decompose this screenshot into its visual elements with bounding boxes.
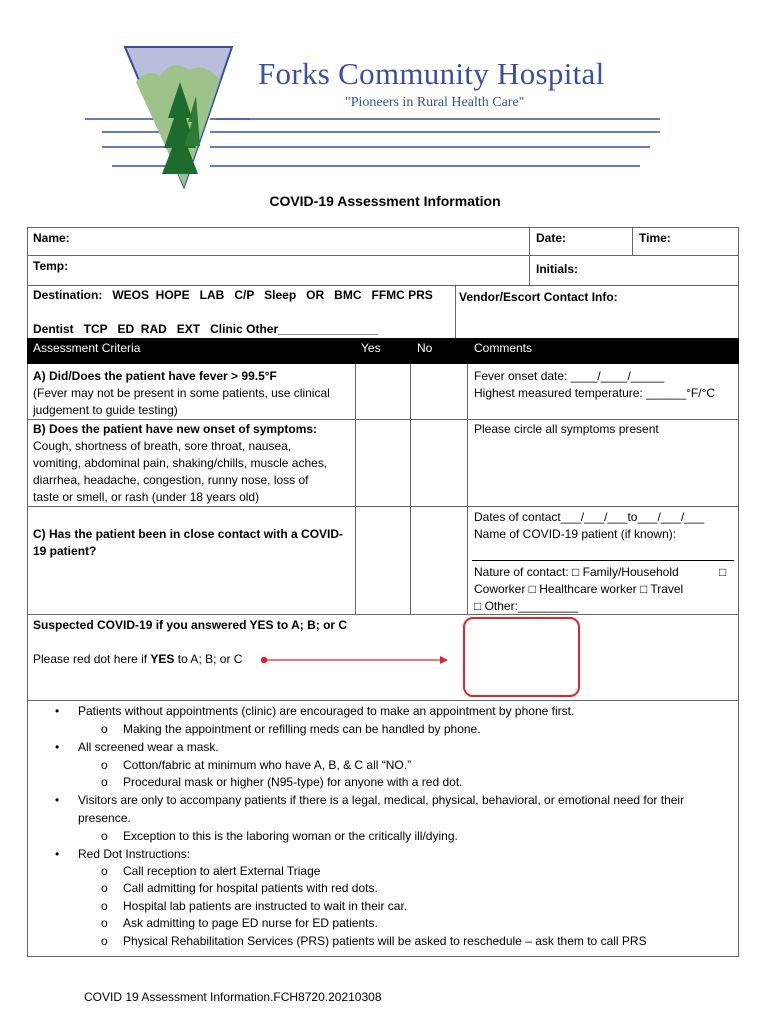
question-c: C) Has the patient been in close contact with a COVID-	[33, 527, 344, 541]
symptom-list: diarrhea, headache, congestion, runny nose, loss of	[33, 473, 309, 487]
date-field-label: Date:	[536, 231, 567, 245]
question-c: 19 patient?	[33, 544, 97, 558]
instruction-item: Red Dot Instructions:	[78, 847, 191, 861]
instruction-item: All screened wear a mask.	[78, 740, 219, 754]
temp-field-label: Temp:	[33, 259, 69, 273]
header-comments: Comments	[474, 341, 533, 355]
instruction-sub-item: Physical Rehabilitation Services (PRS) patients will be asked to reschedule – ask them to call PRS	[123, 934, 647, 948]
sub-bullet-icon: o	[101, 916, 108, 930]
divider	[27, 700, 739, 701]
no-cell-a[interactable]	[411, 364, 467, 419]
page-title: COVID-19 Assessment Information	[269, 193, 501, 209]
nature-of-contact: Nature of contact: □ Family/Household	[474, 565, 679, 579]
nature-of-contact: □ Other:_________	[474, 599, 578, 613]
divider	[472, 560, 734, 561]
question-a-note: (Fever may not be present in some patients, use clinical	[33, 386, 330, 400]
symptom-list: taste or smell, or rash (under 18 years old)	[33, 490, 260, 504]
suspected-covid-note: Suspected COVID-19 if you answered YES to A; B; or C	[33, 618, 348, 632]
sub-bullet-icon: o	[101, 775, 108, 789]
bullet-icon: •	[55, 847, 60, 861]
red-dot-box[interactable]	[463, 617, 580, 697]
instruction-sub-item: Making the appointment or refilling meds can be handled by phone.	[123, 722, 481, 736]
instruction-sub-item: Cotton/fabric at minimum who have A, B, & C all “NO.”	[123, 758, 412, 772]
sub-bullet-icon: o	[101, 829, 108, 843]
header-yes: Yes	[361, 341, 381, 355]
header-no: No	[417, 341, 433, 355]
divider	[27, 255, 739, 256]
logo-rules	[210, 110, 660, 170]
instruction-item-cont: presence.	[78, 811, 131, 825]
instruction-item: Visitors are only to accompany patients if there is a legal, medical, physical, behavioral, or emotional need for their	[78, 793, 685, 807]
fever-onset-date: Fever onset date: ____/____/_____	[474, 369, 665, 383]
sub-bullet-icon: o	[101, 881, 108, 895]
question-a-note: judgement to guide testing)	[33, 403, 178, 417]
bullet-icon: •	[55, 793, 60, 807]
bullet-icon: •	[55, 704, 60, 718]
divider	[467, 364, 468, 614]
bullet-icon: •	[55, 740, 60, 754]
yes-cell-c[interactable]	[356, 507, 410, 614]
red-dot-yes: YES	[150, 652, 175, 666]
header-assessment-criteria: Assessment Criteria	[33, 341, 141, 355]
divider	[27, 614, 739, 615]
no-cell-b[interactable]	[411, 420, 467, 506]
yes-cell-a[interactable]	[356, 364, 410, 419]
instruction-sub-item: Procedural mask or higher (N95-type) for anyone with a red dot.	[123, 775, 463, 789]
instruction-sub-item: Call reception to alert External Triage	[123, 864, 321, 878]
checkbox-icon[interactable]: □	[719, 565, 727, 579]
instruction-sub-item: Exception to this is the laboring woman or the critically ill/dying.	[123, 829, 458, 843]
red-dot-instruction	[33, 651, 242, 669]
document-footer: COVID 19 Assessment Information.FCH8720.20210308	[84, 990, 382, 1004]
sub-bullet-icon: o	[101, 758, 108, 772]
name-field-label: Name:	[33, 231, 70, 245]
symptoms-comment: Please circle all symptoms present	[474, 422, 659, 436]
sub-bullet-icon: o	[101, 899, 108, 913]
instruction-sub-item: Call admitting for hospital patients with red dots.	[123, 881, 378, 895]
symptom-list: vomiting, abdominal pain, shaking/chills, muscle aches,	[33, 456, 328, 470]
time-field-label: Time:	[639, 231, 671, 245]
vendor-contact-label: Vendor/Escort Contact Info:	[459, 290, 618, 304]
symptom-list: Cough, shortness of breath, sore throat, nausea,	[33, 439, 292, 453]
nature-of-contact: Coworker □ Healthcare worker □ Travel	[474, 582, 684, 596]
yes-cell-b[interactable]	[356, 420, 410, 506]
sub-bullet-icon: o	[101, 864, 108, 878]
red-dot-prefix: Please red dot here if	[33, 652, 151, 666]
divider	[632, 227, 633, 255]
divider	[27, 285, 739, 286]
covid-patient-name: Name of COVID-19 patient (if known):	[474, 527, 677, 541]
instruction-item: Patients without appointments (clinic) are encouraged to make an appointment by phone first.	[78, 704, 575, 718]
hospital-name: Forks Community Hospital	[258, 56, 605, 91]
initials-field-label: Initials:	[536, 262, 579, 276]
arrow-right-icon	[258, 653, 450, 667]
sub-bullet-icon: o	[101, 722, 108, 736]
destination-line: Destination: WEOS HOPE LAB C/P Sleep OR BMC FFMC PRS	[33, 288, 433, 302]
no-cell-c[interactable]	[411, 507, 467, 614]
red-dot-suffix: to A; B; or C	[174, 652, 243, 666]
hospital-tagline: "Pioneers in Rural Health Care"	[345, 95, 525, 110]
question-a: A) Did/Does the patient have fever > 99.5°F	[33, 369, 277, 383]
sub-bullet-icon: o	[101, 934, 108, 948]
contact-dates: Dates of contact___/___/___to___/___/___	[474, 510, 705, 524]
divider	[529, 227, 530, 285]
instruction-sub-item: Ask admitting to page ED nurse for ED patients.	[123, 916, 378, 930]
highest-temperature: Highest measured temperature: ______°F/°C	[474, 386, 716, 400]
question-b: B) Does the patient have new onset of symptoms:	[33, 422, 318, 436]
destination-line-2: Dentist TCP ED RAD EXT Clinic Other_______________	[33, 322, 379, 336]
divider	[455, 285, 456, 338]
instruction-sub-item: Hospital lab patients are instructed to wait in their car.	[123, 899, 408, 913]
